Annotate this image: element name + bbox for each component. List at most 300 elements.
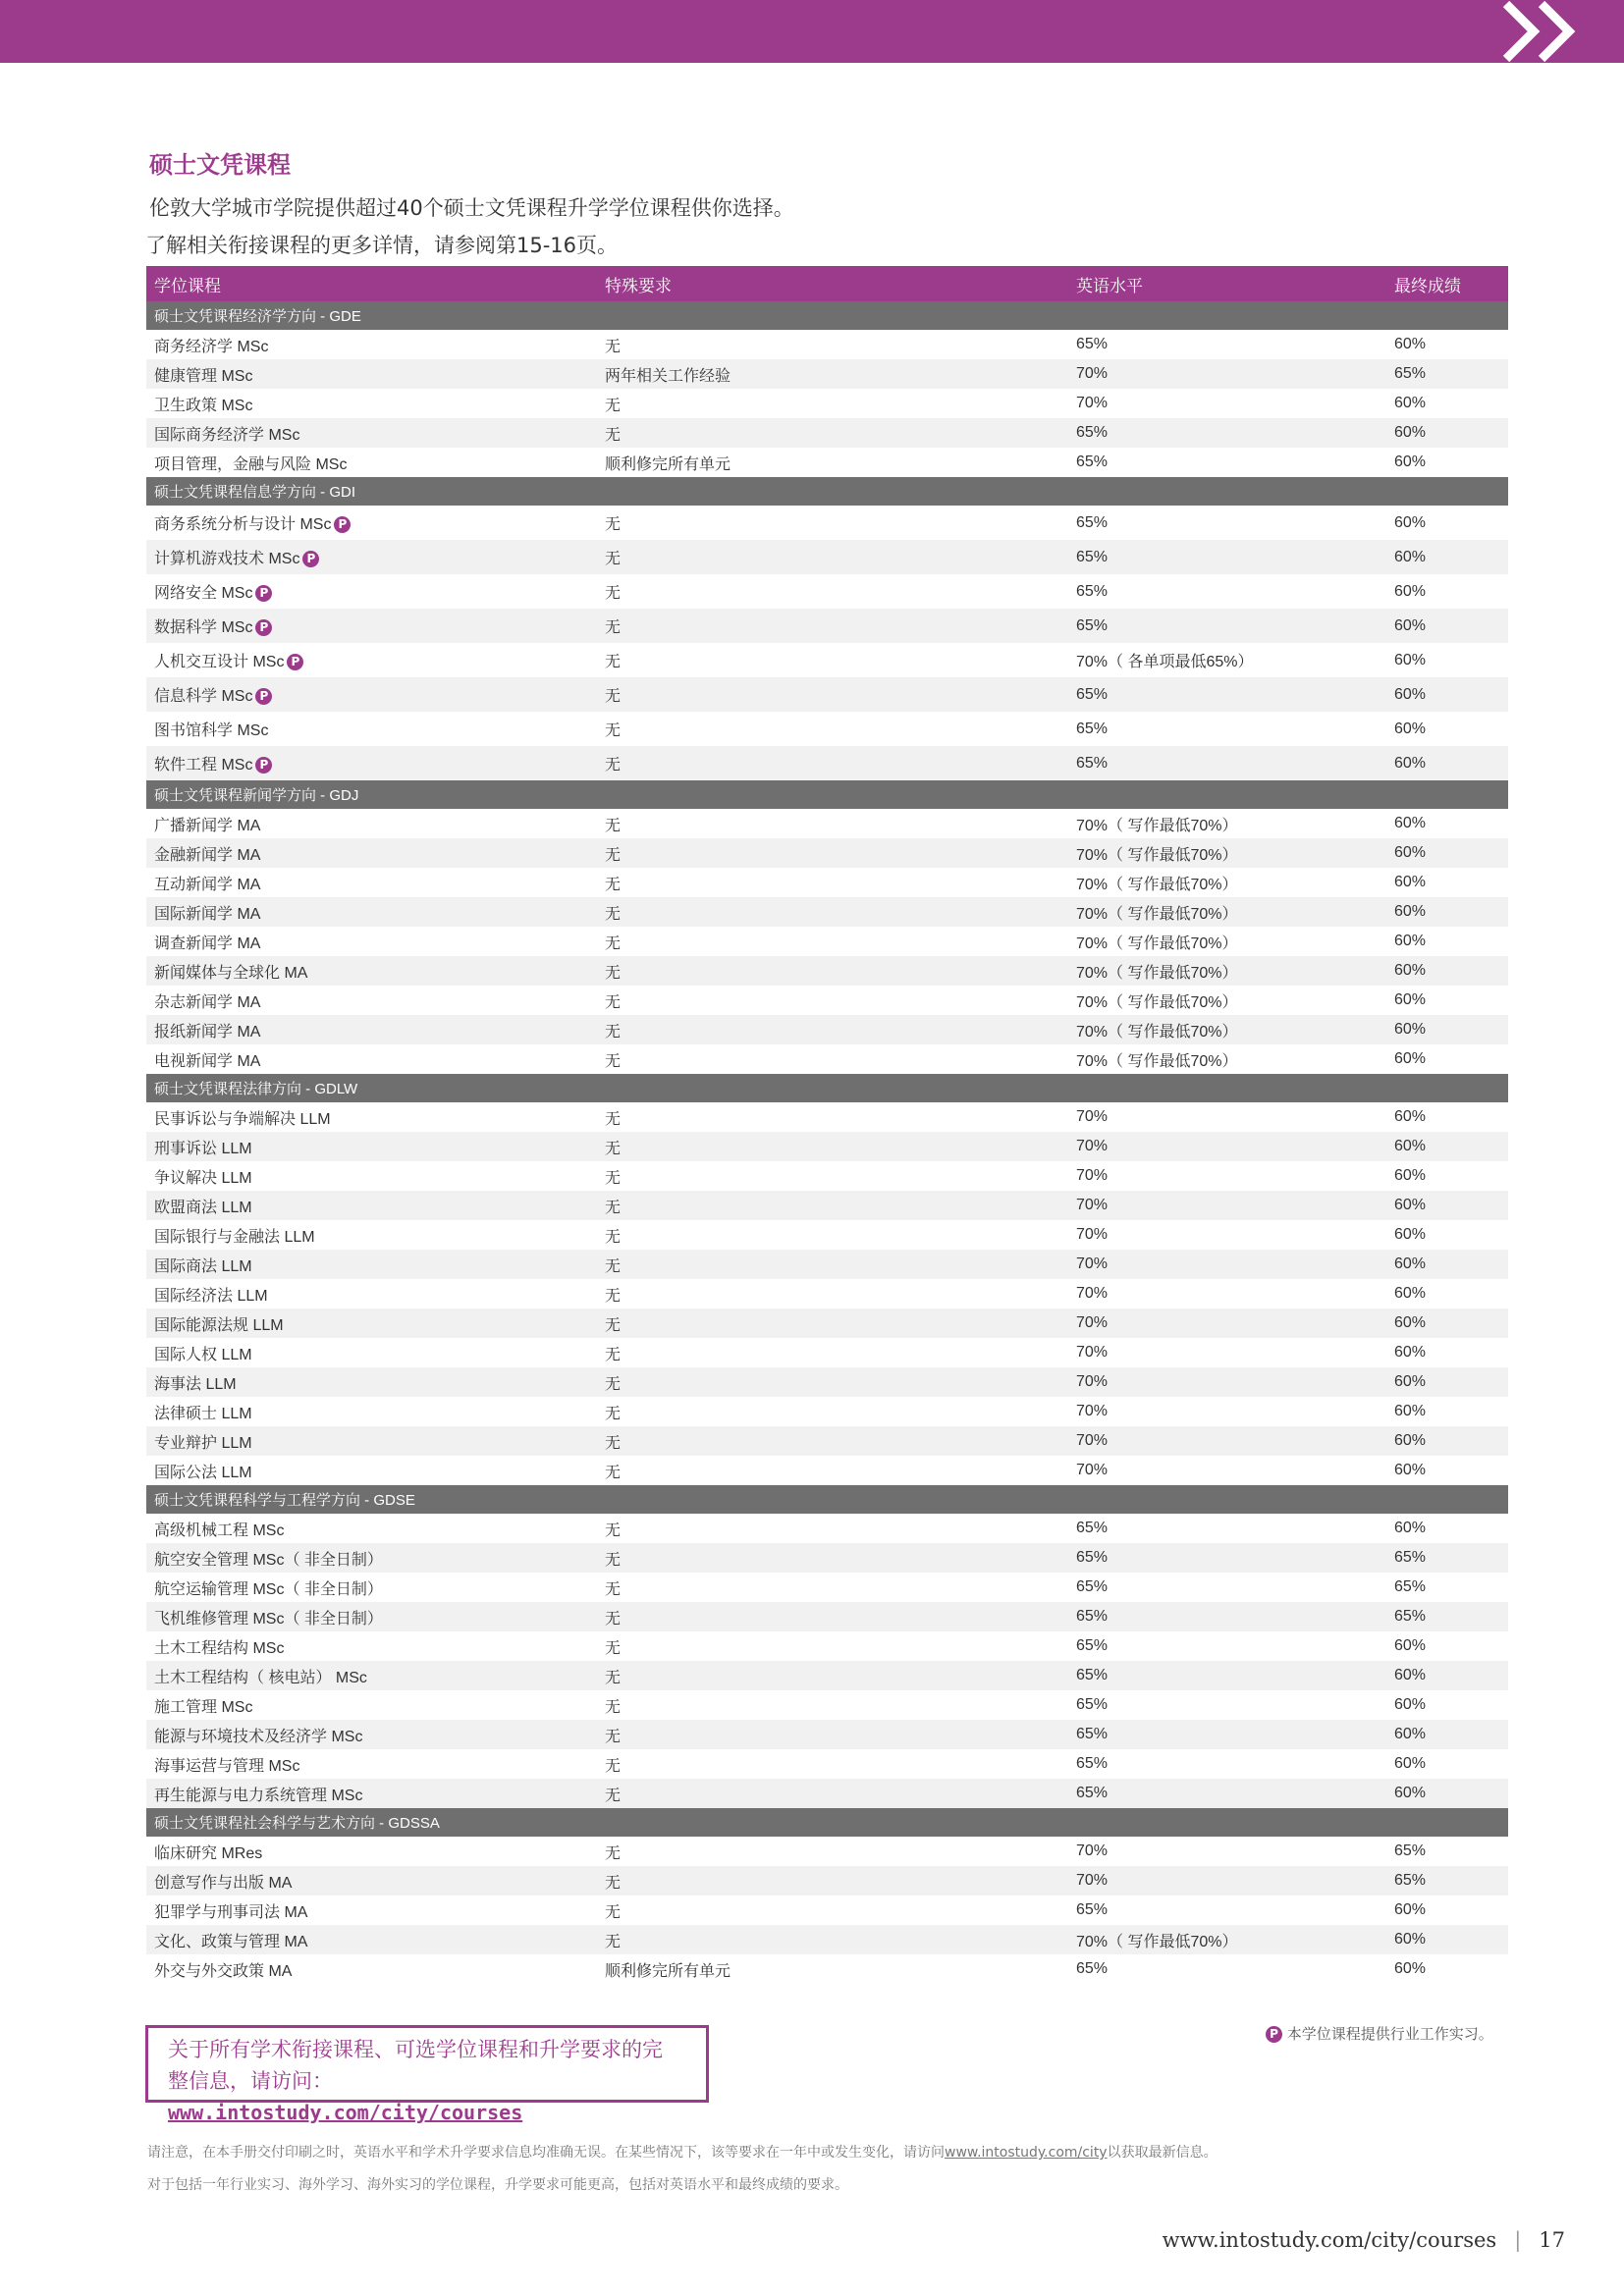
page-footer bbox=[1163, 2228, 1565, 2252]
english-cell: 65% bbox=[1068, 1720, 1386, 1749]
course-cell bbox=[146, 986, 597, 1015]
table-row bbox=[146, 418, 1508, 448]
requirement-cell: 无 bbox=[605, 1052, 622, 1070]
course-name: 犯罪学与刑事司法 MA bbox=[154, 1903, 308, 1921]
course-cell bbox=[146, 1602, 597, 1631]
grade-cell: 60% bbox=[1386, 897, 1508, 927]
requirement-cell: 无 bbox=[605, 1844, 622, 1862]
intro-section bbox=[145, 145, 794, 264]
english-cell: 70%（ 写作最低70%） bbox=[1068, 956, 1386, 986]
course-cell bbox=[146, 1102, 597, 1132]
course-cell bbox=[146, 330, 597, 359]
course-cell bbox=[146, 1015, 597, 1044]
course-name: 能源与环境技术及经济学 MSc bbox=[154, 1728, 363, 1745]
course-name: 数据科学 MSc bbox=[154, 619, 253, 636]
grade-cell: 60% bbox=[1386, 746, 1508, 780]
requirement-cell: 无 bbox=[605, 993, 622, 1011]
english-cell: 70% bbox=[1076, 1842, 1109, 1859]
course-name: 文化、政策与管理 MA bbox=[154, 1933, 308, 1950]
table-row bbox=[146, 1602, 1508, 1631]
placement-icon: P bbox=[287, 654, 303, 670]
placement-note bbox=[1263, 2023, 1493, 2044]
course-name: 高级机械工程 MSc bbox=[154, 1522, 285, 1539]
course-cell bbox=[146, 1866, 597, 1896]
table-row bbox=[146, 1338, 1508, 1367]
group-header-row bbox=[146, 780, 1508, 809]
course-cell bbox=[146, 1191, 597, 1220]
course-cell bbox=[146, 1250, 597, 1279]
course-name: 网络安全 MSc bbox=[154, 585, 253, 602]
requirement-cell: 无 bbox=[605, 516, 622, 533]
table-row bbox=[146, 330, 1508, 359]
course-cell bbox=[146, 418, 597, 448]
english-cell: 70% bbox=[1068, 1132, 1386, 1161]
footnote-1: 请注意，在本手册交付印刷之时，英语水平和学术升学要求信息均准确无误。在某些情况下，该等要求在一年中或发生变化，请访问www.intostudy.com/city以获取最新信息。 bbox=[147, 2145, 1218, 2161]
requirement-cell: 无 bbox=[605, 1757, 622, 1775]
grade-cell: 60% bbox=[1394, 874, 1427, 890]
group-header-row bbox=[146, 477, 1508, 506]
group-header-row bbox=[146, 1485, 1508, 1514]
footer-url[interactable]: www.intostudy.com/city/courses bbox=[1162, 2228, 1497, 2252]
course-name: 国际经济法 LLM bbox=[154, 1287, 268, 1305]
english-cell: 70% bbox=[1068, 1308, 1386, 1338]
grade-cell: 60% bbox=[1386, 838, 1508, 868]
course-name: 国际新闻学 MA bbox=[154, 905, 261, 923]
course-name: 信息科学 MSc bbox=[154, 688, 253, 705]
course-cell bbox=[146, 927, 597, 956]
requirement-cell: 两年相关工作经验 bbox=[597, 359, 1068, 389]
placement-icon: P bbox=[255, 585, 272, 602]
english-cell: 70% bbox=[1076, 1285, 1109, 1302]
table-row bbox=[146, 1220, 1508, 1250]
group-header-row bbox=[146, 301, 1508, 330]
grade-cell: 60% bbox=[1386, 1308, 1508, 1338]
course-cell bbox=[146, 809, 597, 838]
page-number: 17 bbox=[1539, 2228, 1565, 2252]
group-title: 硕士文凭课程新闻学方向 - GDJ bbox=[146, 780, 1508, 809]
course-cell bbox=[146, 359, 597, 389]
table-row bbox=[146, 986, 1508, 1015]
requirement-cell: 无 bbox=[605, 1287, 622, 1305]
requirement-cell: 无 bbox=[597, 1250, 1068, 1279]
english-cell: 70%（ 写作最低70%） bbox=[1076, 876, 1238, 893]
header-requirement: 特殊要求 bbox=[597, 266, 1068, 301]
grade-cell: 60% bbox=[1394, 1226, 1427, 1243]
requirement-cell: 无 bbox=[597, 1866, 1068, 1896]
table-row bbox=[146, 927, 1508, 956]
english-cell: 65% bbox=[1076, 1578, 1109, 1595]
requirement-cell: 无 bbox=[605, 817, 622, 834]
table-row bbox=[146, 838, 1508, 868]
table-row bbox=[146, 1779, 1508, 1808]
requirement-cell: 无 bbox=[605, 1405, 622, 1422]
english-cell: 65% bbox=[1068, 418, 1386, 448]
group-header-row bbox=[146, 1808, 1508, 1837]
requirement-cell: 无 bbox=[597, 418, 1068, 448]
placement-icon: P bbox=[255, 688, 272, 705]
group-title: 硕士文凭课程经济学方向 - GDE bbox=[146, 301, 1508, 330]
course-name: 民事诉讼与争端解决 LLM bbox=[154, 1110, 331, 1128]
course-name: 图书馆科学 MSc bbox=[154, 722, 269, 739]
table-row bbox=[146, 574, 1508, 609]
english-cell: 70% bbox=[1076, 1403, 1109, 1419]
placement-icon: P bbox=[255, 757, 272, 774]
english-cell: 65% bbox=[1076, 1901, 1109, 1918]
top-banner bbox=[0, 0, 1624, 63]
grade-cell: 60% bbox=[1394, 395, 1427, 411]
course-cell bbox=[146, 1720, 597, 1749]
requirement-cell: 无 bbox=[597, 1015, 1068, 1044]
table-row bbox=[146, 1250, 1508, 1279]
course-cell bbox=[146, 506, 597, 540]
english-cell: 70% bbox=[1068, 359, 1386, 389]
course-cell bbox=[146, 389, 597, 418]
requirement-cell: 无 bbox=[597, 1779, 1068, 1808]
header-english: 英语水平 bbox=[1068, 266, 1386, 301]
grade-cell: 60% bbox=[1394, 1462, 1427, 1478]
english-cell: 70%（ 写作最低70%） bbox=[1076, 817, 1238, 834]
english-cell: 65% bbox=[1076, 720, 1109, 737]
course-cell bbox=[146, 838, 597, 868]
table-row bbox=[146, 1720, 1508, 1749]
course-name: 互动新闻学 MA bbox=[154, 876, 261, 893]
info-box-prefix: 整信息，请访问： bbox=[168, 2069, 333, 2093]
english-cell: 65% bbox=[1076, 513, 1109, 531]
grade-cell: 60% bbox=[1386, 956, 1508, 986]
grade-cell: 60% bbox=[1394, 454, 1427, 470]
course-name: 专业辩护 LLM bbox=[154, 1434, 252, 1452]
requirement-cell: 无 bbox=[597, 1367, 1068, 1397]
grade-cell: 60% bbox=[1386, 677, 1508, 712]
course-name: 航空安全管理 MSc（ 非全日制） bbox=[154, 1551, 383, 1569]
course-name: 人机交互设计 MSc bbox=[154, 654, 285, 670]
table-row bbox=[146, 1661, 1508, 1690]
requirement-cell: 无 bbox=[597, 1925, 1068, 1954]
course-name: 新闻媒体与全球化 MA bbox=[154, 964, 308, 982]
course-cell bbox=[146, 1338, 597, 1367]
table-row bbox=[146, 1367, 1508, 1397]
course-cell bbox=[146, 643, 597, 677]
requirement-cell: 无 bbox=[597, 1661, 1068, 1690]
requirement-cell: 无 bbox=[605, 397, 622, 414]
course-cell bbox=[146, 1779, 597, 1808]
course-cell bbox=[146, 1308, 597, 1338]
grade-cell: 60% bbox=[1394, 1285, 1427, 1302]
english-cell: 70% bbox=[1068, 1426, 1386, 1456]
english-cell: 70%（ 各单项最低65%） bbox=[1076, 654, 1254, 670]
course-cell bbox=[146, 1367, 597, 1397]
grade-cell: 65% bbox=[1386, 1866, 1508, 1896]
english-cell: 65% bbox=[1068, 677, 1386, 712]
grade-cell: 65% bbox=[1394, 1842, 1427, 1859]
table-row bbox=[146, 1896, 1508, 1925]
requirement-cell: 无 bbox=[605, 1346, 622, 1363]
grade-cell: 60% bbox=[1394, 815, 1427, 831]
grade-cell: 60% bbox=[1394, 1344, 1427, 1361]
grade-cell: 60% bbox=[1386, 1250, 1508, 1279]
requirement-cell: 无 bbox=[597, 956, 1068, 986]
course-cell bbox=[146, 1690, 597, 1720]
grade-cell: 60% bbox=[1394, 1167, 1427, 1184]
english-cell: 65% bbox=[1068, 1602, 1386, 1631]
requirement-cell: 无 bbox=[597, 1543, 1068, 1573]
requirement-cell: 无 bbox=[605, 1522, 622, 1539]
course-name: 电视新闻学 MA bbox=[154, 1052, 261, 1070]
course-name: 土木工程结构 MSc bbox=[154, 1639, 285, 1657]
placement-icon: P bbox=[302, 551, 319, 567]
requirement-cell: 无 bbox=[605, 1639, 622, 1657]
table-row bbox=[146, 506, 1508, 540]
requirement-cell: 无 bbox=[605, 876, 622, 893]
table-header-row bbox=[146, 266, 1508, 301]
english-cell: 70%（ 写作最低70%） bbox=[1068, 838, 1386, 868]
grade-cell: 60% bbox=[1394, 991, 1427, 1008]
course-name: 杂志新闻学 MA bbox=[154, 993, 261, 1011]
english-cell: 70% bbox=[1068, 1250, 1386, 1279]
english-cell: 65% bbox=[1068, 540, 1386, 574]
requirement-cell: 无 bbox=[597, 540, 1068, 574]
course-name: 国际能源法规 LLM bbox=[154, 1316, 284, 1334]
course-name: 航空运输管理 MSc（ 非全日制） bbox=[154, 1580, 383, 1598]
placement-note-text: 本学位课程提供行业工作实习。 bbox=[1286, 2025, 1493, 2043]
info-box bbox=[145, 2025, 709, 2124]
grade-cell: 60% bbox=[1394, 336, 1427, 352]
course-name: 国际人权 LLM bbox=[154, 1346, 252, 1363]
group-title: 硕士文凭课程科学与工程学方向 - GDSE bbox=[146, 1485, 1508, 1514]
course-cell bbox=[146, 1279, 597, 1308]
table-row bbox=[146, 448, 1508, 477]
table-row bbox=[146, 1191, 1508, 1220]
table-row bbox=[146, 1543, 1508, 1573]
course-name: 项目管理，金融与风险 MSc bbox=[154, 455, 348, 473]
course-name: 报纸新闻学 MA bbox=[154, 1023, 261, 1041]
group-title: 硕士文凭课程信息学方向 - GDI bbox=[146, 477, 1508, 506]
requirement-cell: 无 bbox=[605, 1464, 622, 1481]
table-row bbox=[146, 809, 1508, 838]
grade-cell: 60% bbox=[1394, 1520, 1427, 1536]
table-row bbox=[146, 1015, 1508, 1044]
grade-cell: 60% bbox=[1386, 1720, 1508, 1749]
table-row bbox=[146, 609, 1508, 643]
grade-cell: 60% bbox=[1386, 1925, 1508, 1954]
english-cell: 70% bbox=[1068, 1866, 1386, 1896]
english-cell: 70% bbox=[1076, 1344, 1109, 1361]
requirement-cell: 无 bbox=[597, 1191, 1068, 1220]
grade-cell: 65% bbox=[1386, 1602, 1508, 1631]
course-name: 商务系统分析与设计 MSc bbox=[154, 516, 332, 533]
table-row bbox=[146, 1866, 1508, 1896]
course-name: 土木工程结构（ 核电站） MSc bbox=[154, 1669, 367, 1686]
english-cell: 65% bbox=[1068, 1543, 1386, 1573]
grade-cell: 60% bbox=[1394, 1901, 1427, 1918]
table-body bbox=[146, 301, 1508, 1984]
grade-cell: 65% bbox=[1386, 1543, 1508, 1573]
course-cell bbox=[146, 1161, 597, 1191]
course-name: 海事运营与管理 MSc bbox=[154, 1757, 300, 1775]
course-name: 创意写作与出版 MA bbox=[154, 1874, 293, 1892]
footnote-2: 对于包括一年行业实习、海外学习、海外实习的学位课程，升学要求可能更高，包括对英语水平和最终成绩的要求。 bbox=[147, 2177, 848, 2193]
table-row bbox=[146, 359, 1508, 389]
grade-cell: 60% bbox=[1394, 720, 1427, 737]
table-row bbox=[146, 1690, 1508, 1720]
table-row bbox=[146, 1631, 1508, 1661]
table-row bbox=[146, 746, 1508, 780]
requirement-cell: 无 bbox=[605, 1580, 622, 1598]
course-name: 临床研究 MRes bbox=[154, 1844, 263, 1862]
table-row bbox=[146, 389, 1508, 418]
course-name: 金融新闻学 MA bbox=[154, 846, 261, 864]
course-cell bbox=[146, 1426, 597, 1456]
english-cell: 65% bbox=[1068, 609, 1386, 643]
group-header-row bbox=[146, 1074, 1508, 1102]
course-name: 外交与外交政策 MA bbox=[154, 1962, 293, 1980]
course-cell bbox=[146, 1543, 597, 1573]
intro-line-2: 了解相关衔接课程的更多详情，请参阅第15-16页。 bbox=[145, 234, 619, 257]
english-cell: 65% bbox=[1068, 1661, 1386, 1690]
table-row bbox=[146, 677, 1508, 712]
grade-cell: 60% bbox=[1394, 1108, 1427, 1125]
table-row bbox=[146, 1514, 1508, 1543]
requirement-cell: 无 bbox=[605, 338, 622, 355]
course-name: 商务经济学 MSc bbox=[154, 338, 269, 355]
grade-cell: 60% bbox=[1386, 1426, 1508, 1456]
english-cell: 65% bbox=[1076, 336, 1109, 352]
requirement-cell: 无 bbox=[605, 1110, 622, 1128]
table-row bbox=[146, 1044, 1508, 1074]
requirement-cell: 无 bbox=[597, 609, 1068, 643]
course-name: 国际商法 LLM bbox=[154, 1257, 252, 1275]
english-cell: 70%（ 写作最低70%） bbox=[1076, 1052, 1238, 1070]
course-name: 国际公法 LLM bbox=[154, 1464, 252, 1481]
intro-line-1: 伦敦大学城市学院提供超过40个硕士文凭课程升学学位课程供你选择。 bbox=[149, 196, 794, 220]
header-course: 学位课程 bbox=[146, 266, 597, 301]
grade-cell: 60% bbox=[1394, 1696, 1427, 1713]
course-name: 软件工程 MSc bbox=[154, 757, 253, 774]
english-cell: 70% bbox=[1076, 1108, 1109, 1125]
english-cell: 70%（ 写作最低70%） bbox=[1068, 1925, 1386, 1954]
section-title: 硕士文凭课程 bbox=[149, 151, 291, 179]
course-cell bbox=[146, 540, 597, 574]
grade-cell: 60% bbox=[1386, 609, 1508, 643]
course-cell bbox=[146, 712, 597, 746]
grade-cell: 60% bbox=[1394, 1755, 1427, 1772]
requirement-cell: 无 bbox=[597, 1132, 1068, 1161]
grade-cell: 60% bbox=[1386, 1132, 1508, 1161]
course-cell bbox=[146, 1573, 597, 1602]
table-row bbox=[146, 1102, 1508, 1132]
grade-cell: 60% bbox=[1394, 513, 1427, 531]
english-cell: 70% bbox=[1068, 1191, 1386, 1220]
course-cell bbox=[146, 746, 597, 780]
header-grade: 最终成绩 bbox=[1386, 266, 1508, 301]
course-cell bbox=[146, 448, 597, 477]
english-cell: 70% bbox=[1076, 1462, 1109, 1478]
requirement-cell: 无 bbox=[605, 585, 622, 602]
city-link[interactable]: www.intostudy.com/city bbox=[945, 2145, 1108, 2161]
grade-cell: 65% bbox=[1394, 1578, 1427, 1595]
requirement-cell: 无 bbox=[605, 722, 622, 739]
english-cell: 70% bbox=[1068, 1367, 1386, 1397]
grade-cell: 60% bbox=[1386, 1191, 1508, 1220]
footnotes bbox=[147, 2140, 1227, 2205]
table-row bbox=[146, 868, 1508, 897]
course-name: 刑事诉讼 LLM bbox=[154, 1140, 252, 1157]
placement-icon: P bbox=[255, 619, 272, 636]
english-cell: 70% bbox=[1076, 1226, 1109, 1243]
english-cell: 65% bbox=[1076, 1960, 1109, 1977]
grade-cell: 60% bbox=[1386, 540, 1508, 574]
requirement-cell: 无 bbox=[605, 1169, 622, 1187]
course-name: 卫生政策 MSc bbox=[154, 397, 253, 414]
english-cell: 65% bbox=[1076, 582, 1109, 600]
requirement-cell: 无 bbox=[605, 1903, 622, 1921]
requirement-cell: 无 bbox=[597, 897, 1068, 927]
course-cell bbox=[146, 1925, 597, 1954]
info-box-line-1: 关于所有学术衔接课程、可选学位课程和升学要求的完 bbox=[168, 2038, 663, 2061]
course-cell bbox=[146, 1749, 597, 1779]
grade-cell: 60% bbox=[1394, 651, 1427, 668]
requirement-cell: 无 bbox=[597, 1308, 1068, 1338]
table-row bbox=[146, 1456, 1508, 1485]
course-cell bbox=[146, 1132, 597, 1161]
placement-icon: P bbox=[334, 516, 351, 533]
english-cell: 70%（ 写作最低70%） bbox=[1076, 934, 1238, 952]
requirement-cell: 无 bbox=[597, 1720, 1068, 1749]
grade-cell: 60% bbox=[1386, 1661, 1508, 1690]
course-cell bbox=[146, 609, 597, 643]
course-cell bbox=[146, 1896, 597, 1925]
table-row bbox=[146, 897, 1508, 927]
course-cell bbox=[146, 1456, 597, 1485]
grade-cell: 60% bbox=[1386, 418, 1508, 448]
courses-link[interactable]: www.intostudy.com/city/courses bbox=[168, 2101, 523, 2124]
course-cell bbox=[146, 897, 597, 927]
table-row bbox=[146, 643, 1508, 677]
course-cell bbox=[146, 1661, 597, 1690]
grade-cell: 60% bbox=[1394, 1403, 1427, 1419]
course-name: 海事法 LLM bbox=[154, 1375, 237, 1393]
table-row bbox=[146, 1954, 1508, 1984]
course-name: 调查新闻学 MA bbox=[154, 934, 261, 952]
course-name: 再生能源与电力系统管理 MSc bbox=[154, 1787, 363, 1804]
english-cell: 65% bbox=[1076, 1696, 1109, 1713]
table-row bbox=[146, 1749, 1508, 1779]
placement-badge-icon: P bbox=[1266, 2026, 1282, 2043]
english-cell: 70%（ 写作最低70%） bbox=[1068, 897, 1386, 927]
requirement-cell: 无 bbox=[597, 838, 1068, 868]
english-cell: 65% bbox=[1076, 454, 1109, 470]
footer-separator: | bbox=[1514, 2228, 1522, 2252]
course-cell bbox=[146, 1954, 597, 1984]
course-cell bbox=[146, 956, 597, 986]
grade-cell: 60% bbox=[1394, 1960, 1427, 1977]
requirement-cell: 无 bbox=[605, 1698, 622, 1716]
grade-cell: 60% bbox=[1386, 1367, 1508, 1397]
course-cell bbox=[146, 1631, 597, 1661]
course-cell bbox=[146, 574, 597, 609]
grade-cell: 60% bbox=[1386, 1015, 1508, 1044]
requirement-cell: 无 bbox=[597, 1602, 1068, 1631]
requirement-cell: 无 bbox=[597, 746, 1068, 780]
course-name: 计算机游戏技术 MSc bbox=[154, 551, 300, 567]
grade-cell: 60% bbox=[1386, 1779, 1508, 1808]
requirement-cell: 无 bbox=[605, 1228, 622, 1246]
course-name: 争议解决 LLM bbox=[154, 1169, 252, 1187]
grade-cell: 60% bbox=[1394, 933, 1427, 949]
course-cell bbox=[146, 1044, 597, 1074]
english-cell: 65% bbox=[1076, 1755, 1109, 1772]
double-chevron-icon bbox=[1487, 0, 1604, 63]
